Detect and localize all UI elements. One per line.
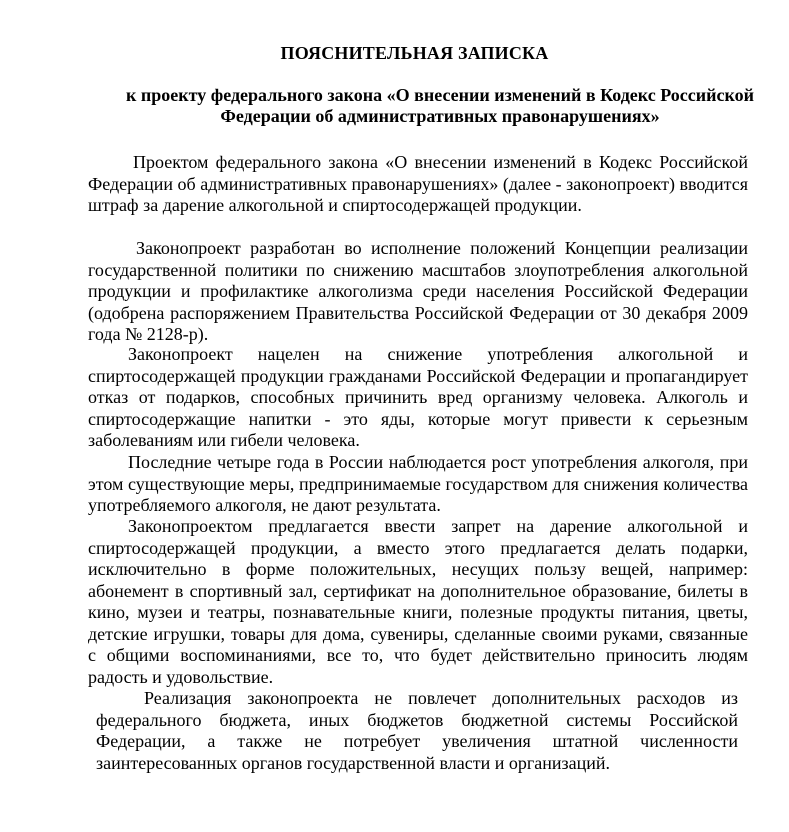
paragraph-3: Законопроект нацелен на снижение употребления алкогольной и спиртосодержащей продукции гражданами Российской Федерации и пропагандирует отказ от подарков, способных причинить вред организму человека. Алкоголь и спиртосодержащие напитки - это яды, которые могут привести к серьезным заболеваниям или гибели человека. [88,344,748,450]
paragraph-5: Законопроектом предлагается ввести запрет на дарение алкогольной и спиртосодержащей продукции, а вместо этого предлагается делать подарки, исключительно в форме положительных, несущих пользу вещей, например: абонемент в спортивный зал, сертификат на дополнительное образование, билеты в кино, музеи и театры, познавательные книги, полезные продукты питания, цветы, детские игрушки, товары для дома, сувениры, сделанные своими руками, связанные с общими воспоминаниями, все то, что будет действительно приносить людям радость и удовольствие. [88,516,748,687]
paragraph-1: Проектом федерального закона «О внесении изменений в Кодекс Российской Федерации об административных правонарушениях» (далее - законопроект) вводится штраф за дарение алкогольной и спиртосодержащей продукции. [88,152,748,215]
paragraph-2: Законопроект разработан во исполнение положений Концепции реализации государственной политики по снижению масштабов злоупотребления алкогольной продукции и профилактике алкоголизма среди населения Российской Федерации (одобрена распоряжением Правительства Российской Федерации от 30 декабря 2009 года № 2128-р). [88,238,748,344]
paragraph-6: Реализация законопроекта не повлечет дополнительных расходов из федерального бюджета, иных бюджетов бюджетной системы Российской Федерации, а также не потребует увеличения штатной численности заинтересованных органов государственной власти и организаций. [96,688,738,773]
document-subtitle: к проекту федерального закона «О внесении изменений в Кодекс Российской Федерации об административных правонарушениях» [126,85,754,126]
paragraph-4: Последние четыре года в России наблюдается рост употребления алкоголя, при этом существующие меры, предпринимаемые государством для снижения количества употребляемого алкоголя, не дают результата. [88,452,748,515]
document-title: ПОЯСНИТЕЛЬНАЯ ЗАПИСКА [280,43,549,63]
